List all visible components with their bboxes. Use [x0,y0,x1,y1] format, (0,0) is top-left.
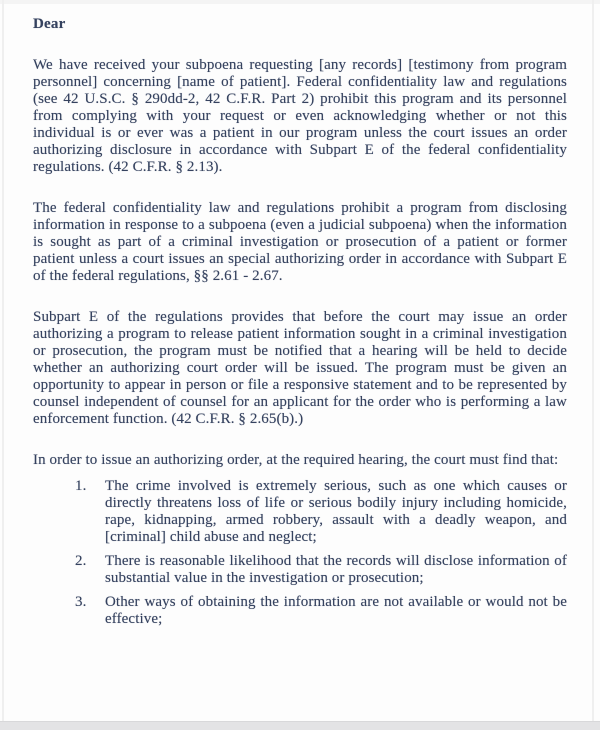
paragraph-subpart-e-hearing: Subpart E of the regulations provides that before the court may issue an order authorizing a program to release patient information sought in a criminal investigation or prosecution, the program must be notified that a hearing will be held to decide whether an authorizing court order will be issued. The program must be given an opportunity to appear in person or file a responsive statement and to be represented by counsel independent of counsel for an applicant for the order who is performing a law enforcement function. (42 C.F.R. § 2.65(b).) [33,309,567,427]
list-item-number: 3. [75,594,87,610]
page-left-edge [2,0,4,722]
list-item [33,594,567,628]
paragraph-prohibit-disclosure: The federal confidentiality law and regulations prohibit a program from disclosing information in response to a subpoena (even a judicial subpoena) when the information is sought as part of a criminal investigation or prosecution of a patient or former patient unless a court issues an special authorizing order in accordance with Subpart E of the federal regulations, §§ 2.61 - 2.67. [33,200,567,284]
page-right-edge [592,0,594,722]
page-top-edge [0,0,600,4]
court-findings-list [33,478,567,628]
list-item [33,478,567,546]
list-item-number: 2. [75,553,87,569]
salutation: Dear [33,16,66,32]
list-item-number: 1. [75,478,87,494]
list-item [33,553,567,587]
list-item-text: Other ways of obtaining the information are not available or would not be effective; [105,594,567,627]
letter-body [33,16,567,628]
list-item-text: The crime involved is extremely serious, such as one which causes or directly threatens loss of life or serious bodily injury including homicide, rape, kidnapping, armed robbery, assault with a deadly weapon, and [criminal] child abuse and neglect; [105,478,567,545]
page-bottom-edge [0,721,600,730]
paragraph-subpoena-received: We have received your subpoena requesting [any records] [testimony from program personnel] concerning [name of patient]. Federal confidentiality law and regulations (see 42 U.S.C. § 290dd-2, 42 C.F.R. Part 2) prohibit this program and its personnel from complying with your request or even acknowledging whether or not this individual is or ever was a patient in our program unless the court issues an order authorizing disclosure in accordance with Subpart E of the federal confidentiality regulations. (42 C.F.R. § 2.13). [33,57,567,175]
list-item-text: There is reasonable likelihood that the records will disclose information of substantial value in the investigation or prosecution; [105,553,567,586]
paragraph-court-must-find: In order to issue an authorizing order, at the required hearing, the court must find that: [33,452,559,468]
